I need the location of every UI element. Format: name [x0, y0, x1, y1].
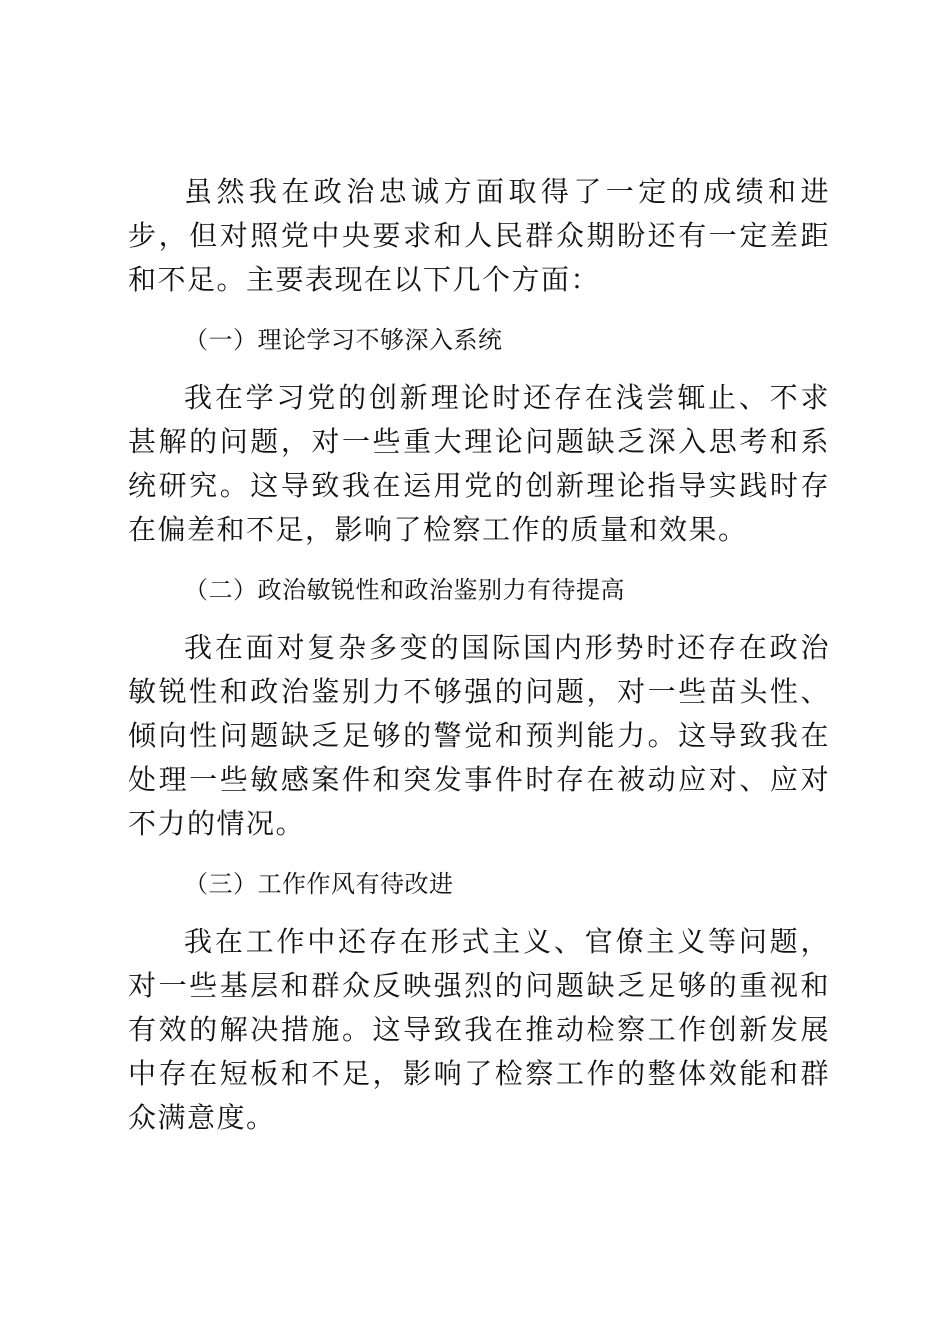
- spacer: [128, 360, 830, 376]
- spacer: [128, 610, 830, 626]
- spacer: [128, 302, 830, 320]
- intro-paragraph: 虽然我在政治忠诚方面取得了一定的成绩和进步，但对照党中央要求和人民群众期盼还有一定差距和不足。主要表现在以下几个方面：: [128, 175, 830, 296]
- spacer: [128, 904, 830, 920]
- section-heading-2: （二）政治敏锐性和政治鉴别力有待提高: [184, 576, 625, 604]
- section-body-3: 我在工作中还存在形式主义、官僚主义等问题，对一些基层和群众反映强烈的问题缺乏足够的重视和有效的解决措施。这导致我在推动检察工作创新发展中存在短板和不足，影响了检察工作的整体效能和群众满意度。: [128, 925, 830, 1134]
- section-heading-1: （一）理论学习不够深入系统: [184, 326, 503, 354]
- section-body-1: 我在学习党的创新理论时还存在浅尝辄止、不求甚解的问题，对一些重大理论问题缺乏深入思考和系统研究。这导致我在运用党的创新理论指导实践时存在偏差和不足，影响了检察工作的质量和效果。: [128, 381, 830, 546]
- section-body-2: 我在面对复杂多变的国际国内形势时还存在政治敏锐性和政治鉴别力不够强的问题，对一些苗头性、倾向性问题缺乏足够的警觉和预判能力。这导致我在处理一些敏感案件和突发事件时存在被动应对、应对不力的情况。: [128, 631, 830, 840]
- spacer: [128, 552, 830, 570]
- spacer: [128, 846, 830, 864]
- section-heading-3: （三）工作作风有待改进: [184, 870, 454, 898]
